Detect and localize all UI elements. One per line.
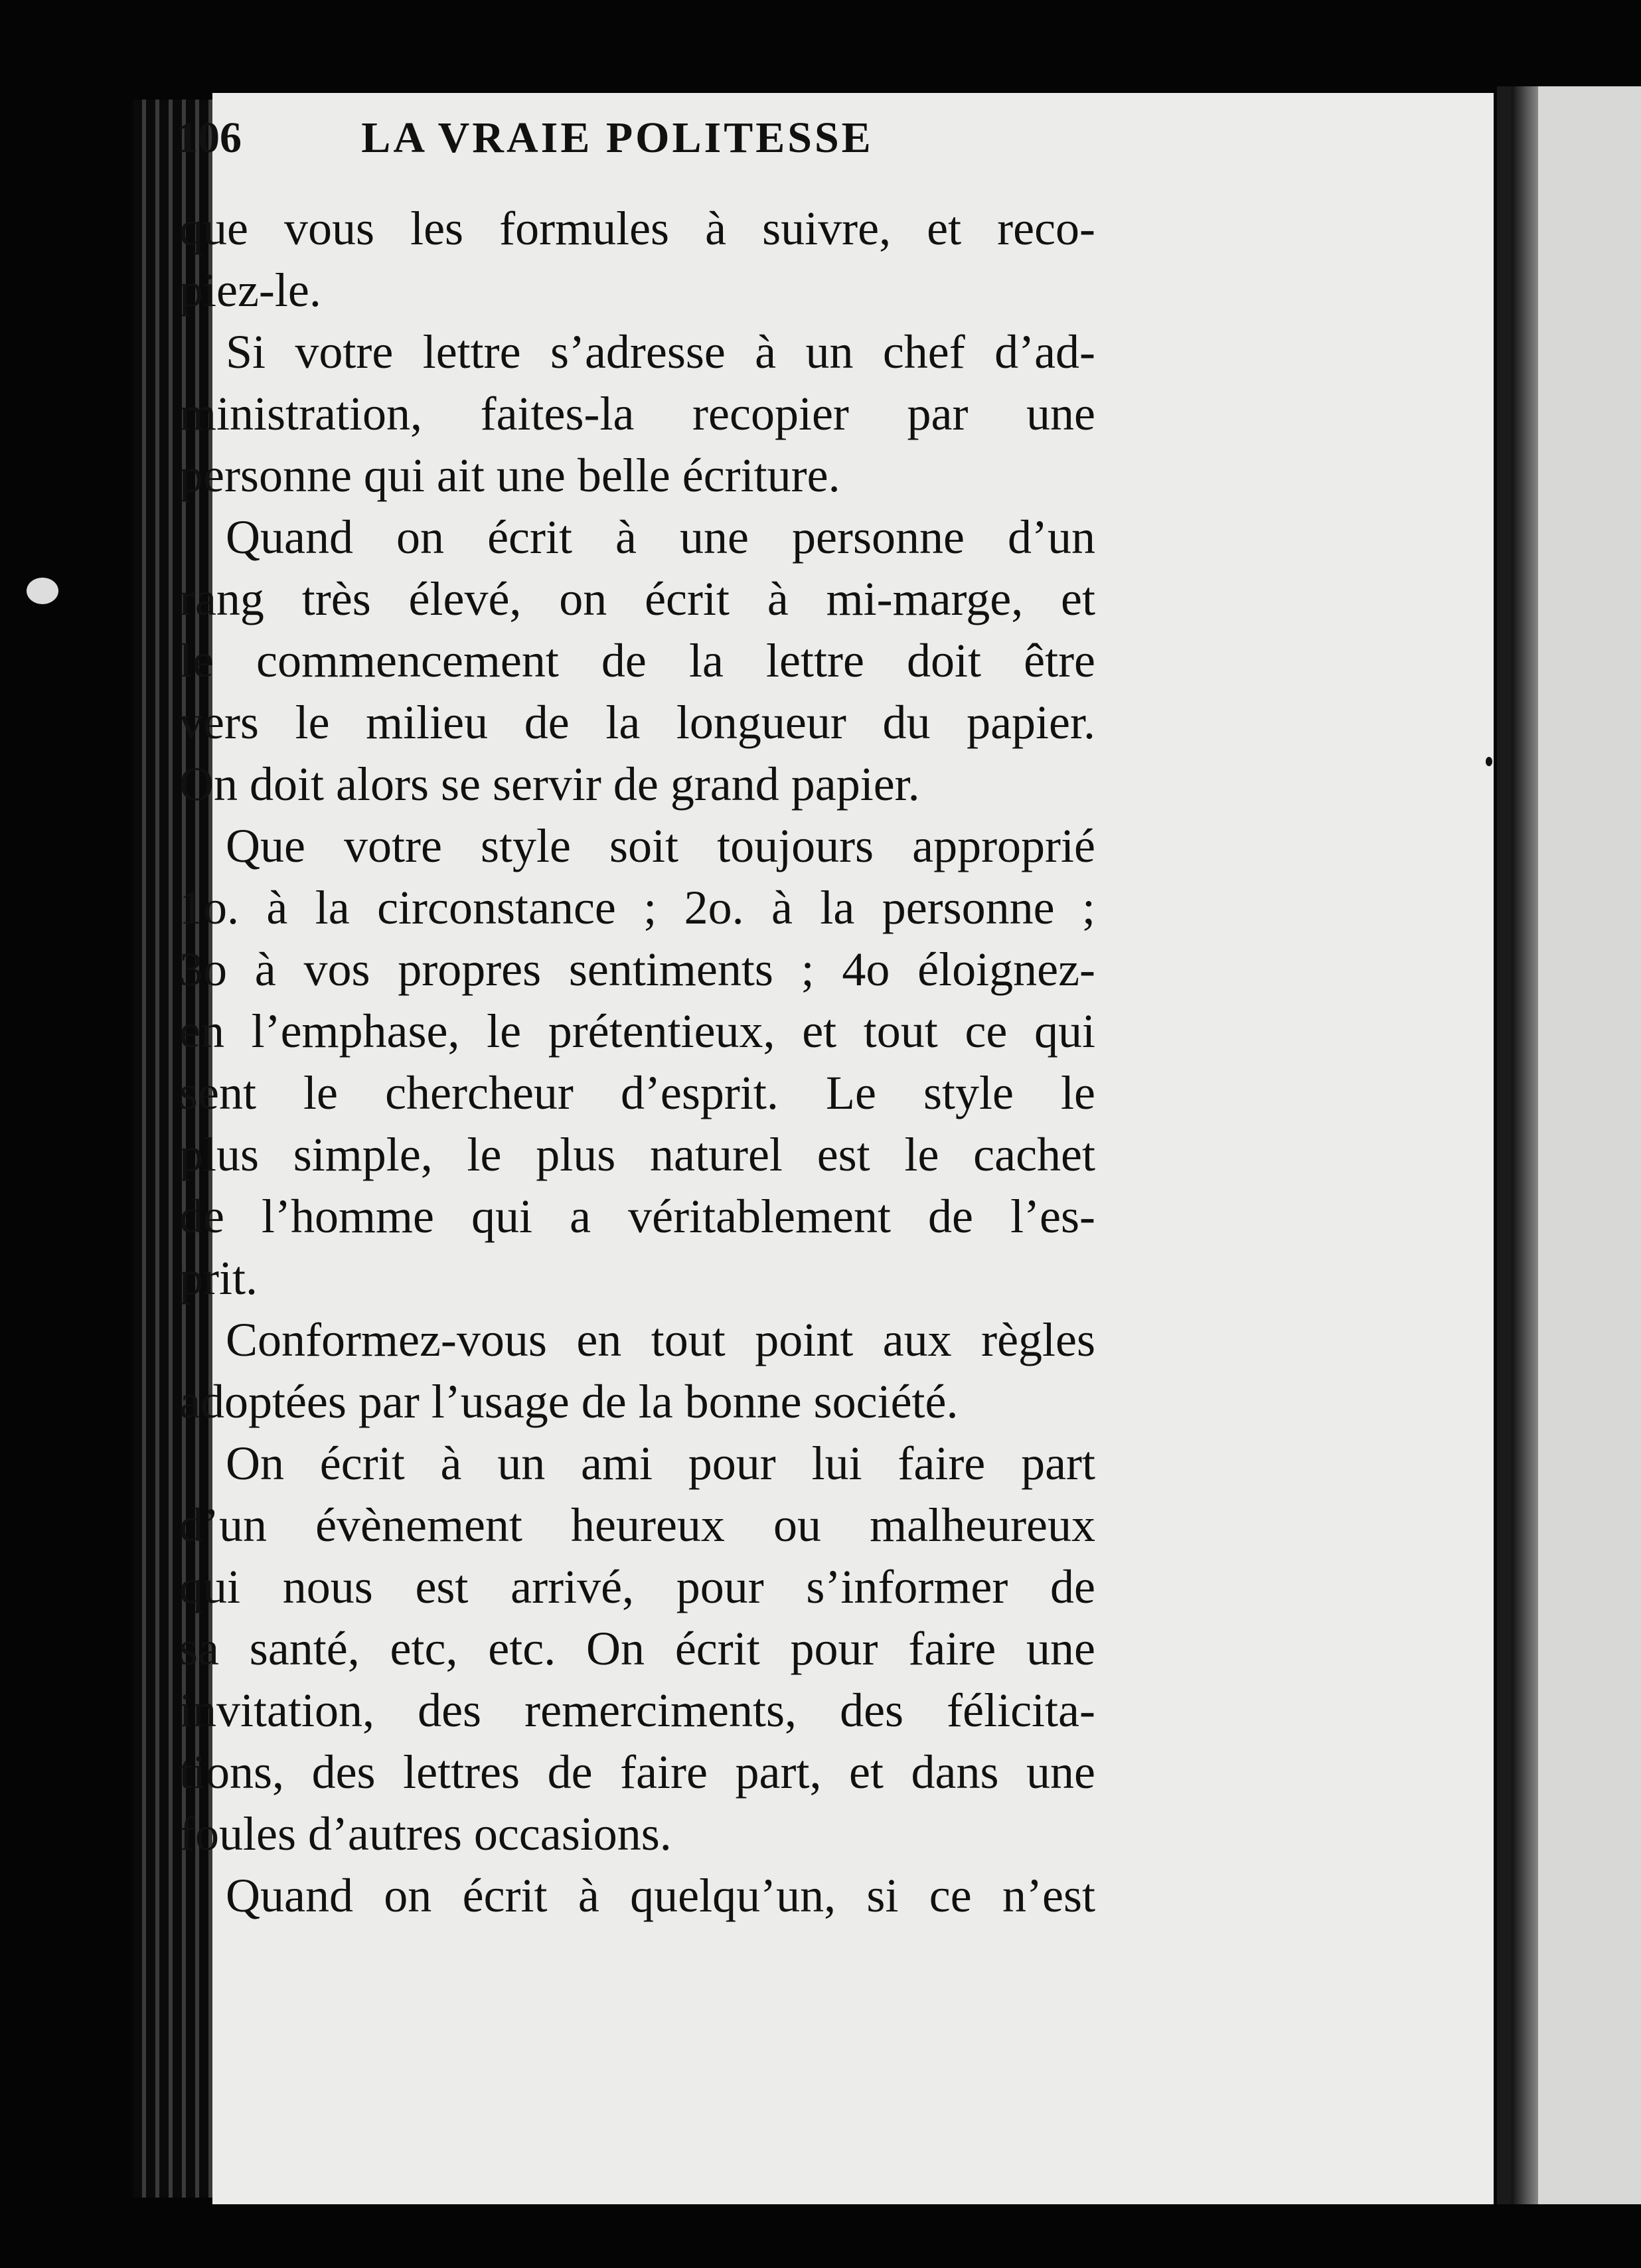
running-title: LA VRAIE POLITESSE bbox=[361, 114, 874, 162]
text-line: Conformez-vous en tout point aux règles bbox=[226, 1313, 1095, 1366]
text-line: vers le milieu de la longueur du papier. bbox=[179, 696, 1095, 749]
text-line: Quand on écrit à quelqu’un, si ce n’est bbox=[226, 1869, 1095, 1922]
text-line: d’un évènement heureux ou malheureux bbox=[179, 1498, 1095, 1552]
text-line: piez-le. bbox=[179, 264, 321, 317]
text-line: On écrit à un ami pour lui faire part bbox=[226, 1437, 1095, 1490]
text-line: prit. bbox=[179, 1252, 258, 1305]
text-line: personne qui ait une belle écriture. bbox=[179, 449, 840, 502]
text-line: que vous les formules à suivre, et reco- bbox=[179, 202, 1095, 255]
text-line: adoptées par l’usage de la bonne société. bbox=[179, 1375, 959, 1428]
gutter-shadow bbox=[1512, 86, 1538, 2204]
text-line: qui nous est arrivé, pour s’informer de bbox=[179, 1560, 1095, 1613]
page-header bbox=[176, 113, 1238, 193]
text-line: plus simple, le plus naturel est le cachet bbox=[179, 1128, 1095, 1181]
text-line: rang très élevé, on écrit à mi-marge, et bbox=[179, 572, 1095, 625]
text-line: On doit alors se servir de grand papier. bbox=[179, 758, 920, 811]
page-body-text bbox=[179, 198, 1095, 1927]
text-line: 1o. à la circonstance ; 2o. à la personne ; bbox=[179, 881, 1095, 934]
text-line: de l’homme qui a véritablement de l’es- bbox=[179, 1190, 1095, 1243]
text-line: invitation, des remerciments, des félicita- bbox=[179, 1684, 1095, 1737]
text-line: 3o à vos propres sentiments ; 4o éloignez- bbox=[179, 943, 1095, 996]
margin-speck bbox=[27, 578, 58, 604]
text-line: en l’emphase, le prétentieux, et tout ce qui bbox=[179, 1005, 1095, 1058]
text-line: Quand on écrit à une personne d’un bbox=[226, 511, 1095, 564]
text-line: sa santé, etc, etc. On écrit pour faire une bbox=[179, 1622, 1095, 1675]
text-line: tions, des lettres de faire part, et dans une bbox=[179, 1745, 1095, 1799]
text-line: Si votre lettre s’adresse à un chef d’ad- bbox=[226, 325, 1095, 378]
page-number: 106 bbox=[176, 114, 242, 162]
text-line: ministration, faites-la recopier par une bbox=[179, 387, 1095, 440]
page-gutter-edge bbox=[1497, 86, 1512, 2204]
text-line: le commencement de la lettre doit être bbox=[179, 634, 1095, 687]
text-line: sent le chercheur d’esprit. Le style le bbox=[179, 1066, 1095, 1119]
text-line: foules d’autres occasions. bbox=[179, 1807, 672, 1860]
margin-speck bbox=[1486, 757, 1492, 766]
text-line: Que votre style soit toujours approprié bbox=[226, 819, 1095, 872]
